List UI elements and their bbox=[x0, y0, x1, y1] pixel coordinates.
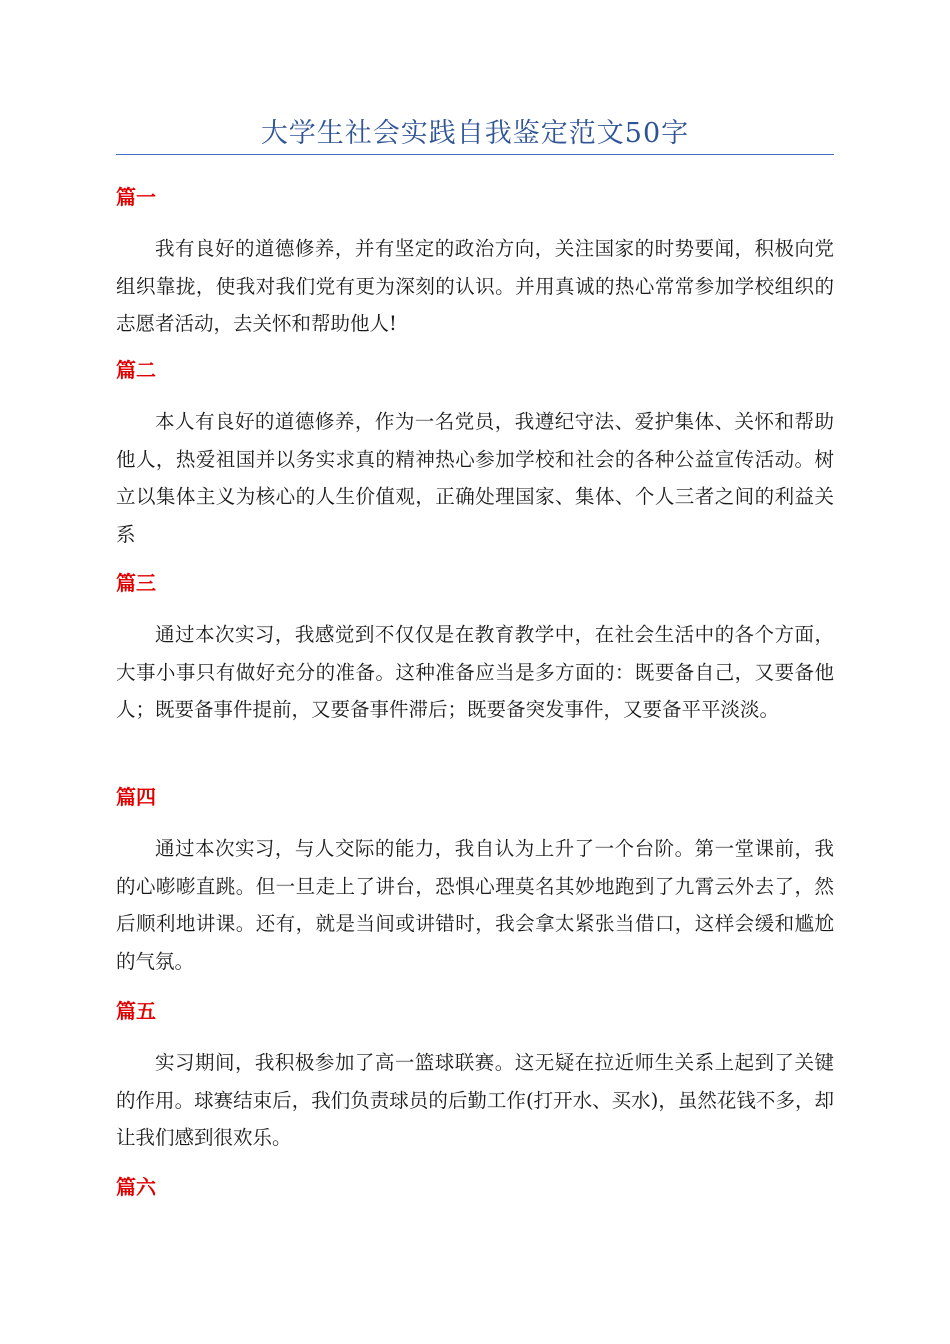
title-underline bbox=[116, 154, 834, 155]
section-4 bbox=[116, 784, 834, 980]
section-body: 通过本次实习，与人交际的能力，我自认为上升了一个台阶。第一堂课前，我的心嘭嘭直跳。但一旦走上了讲台，恐惧心理莫名其妙地跑到了九霄云外去了，然后顺利地讲课。还有，就是当间或讲错时，我会拿太紧张当借口，这样会缓和尴尬的气氛。 bbox=[116, 837, 834, 973]
section-1 bbox=[116, 184, 834, 343]
section-3 bbox=[116, 570, 834, 729]
section-heading: 篇五 bbox=[116, 999, 156, 1023]
section-2 bbox=[116, 357, 834, 553]
section-heading: 篇四 bbox=[116, 785, 156, 809]
section-body: 我有良好的道德修养，并有坚定的政治方向，关注国家的时势要闻，积极向党组织靠拢，使我对我们党有更为深刻的认识。并用真诚的热心常常参加学校组织的志愿者活动，去关怀和帮助他人! bbox=[116, 237, 834, 335]
section-body: 实习期间，我积极参加了高一篮球联赛。这无疑在拉近师生关系上起到了关键的作用。球赛结束后，我们负责球员的后勤工作(打开水、买水)，虽然花钱不多，却让我们感到很欢乐。 bbox=[116, 1051, 834, 1149]
section-6 bbox=[116, 1174, 834, 1200]
section-heading: 篇一 bbox=[116, 185, 156, 209]
section-heading: 篇二 bbox=[116, 358, 156, 382]
section-body: 通过本次实习，我感觉到不仅仅是在教育教学中，在社会生活中的各个方面，大事小事只有做好充分的准备。这种准备应当是多方面的：既要备自己，又要备他人；既要备事件提前，又要备事件滞后；既要备突发事件，又要备平平淡淡。 bbox=[116, 623, 834, 721]
section-body: 本人有良好的道德修养，作为一名党员，我遵纪守法、爱护集体、关怀和帮助他人，热爱祖国并以务实求真的精神热心参加学校和社会的各种公益宣传活动。树立以集体主义为核心的人生价值观，正确处理国家、集体、个人三者之间的利益关系 bbox=[116, 410, 834, 546]
section-heading: 篇三 bbox=[116, 571, 156, 595]
section-5 bbox=[116, 998, 834, 1157]
document-title: 大学生社会实践自我鉴定范文50字 bbox=[260, 118, 690, 149]
section-heading: 篇六 bbox=[116, 1175, 156, 1199]
